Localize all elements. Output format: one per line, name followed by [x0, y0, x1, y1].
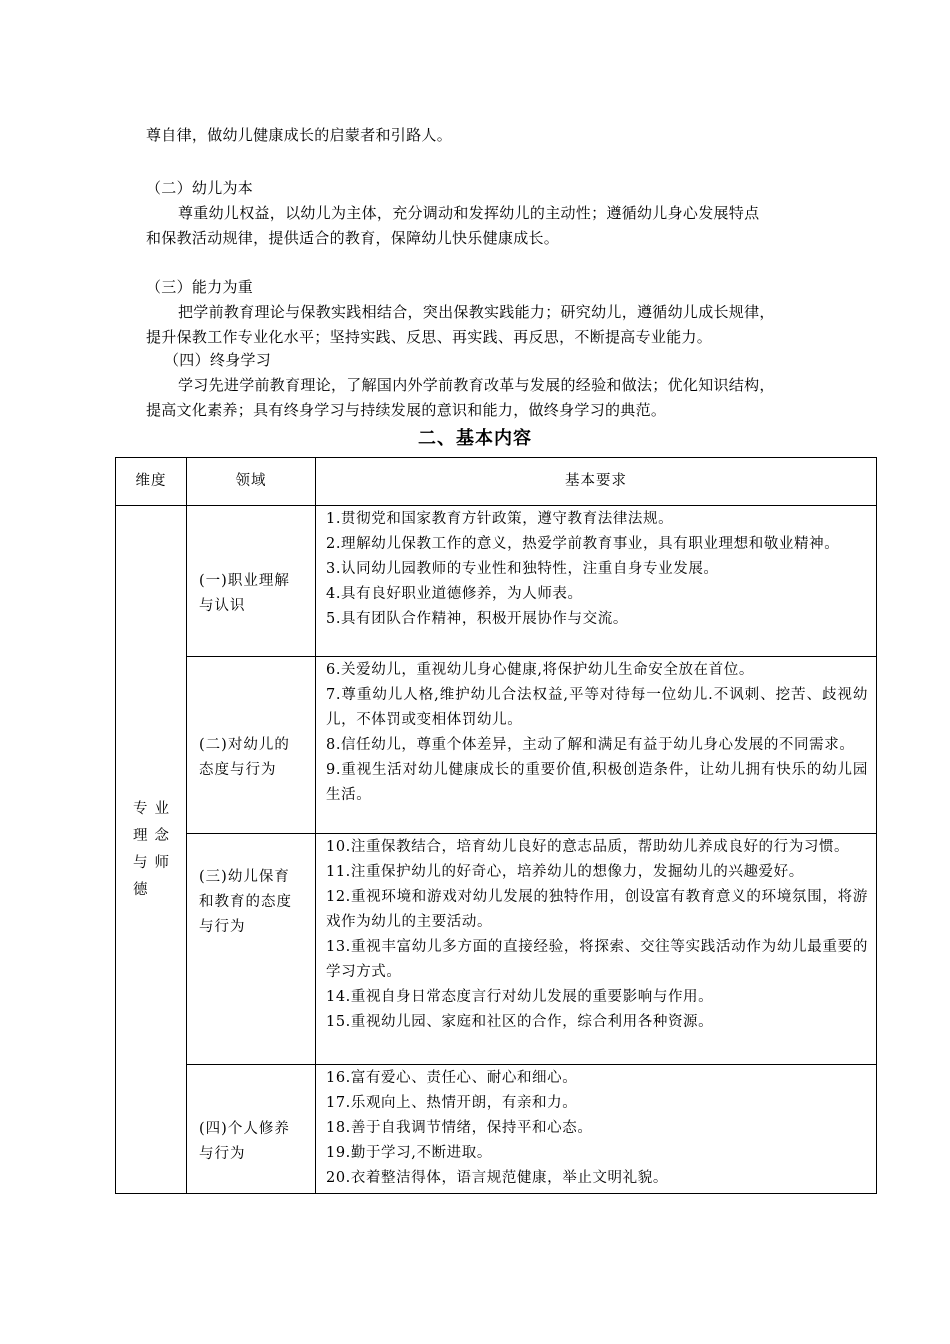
domain-label: (三)幼儿保育和教育的态度与行为	[199, 869, 292, 935]
requirement-item: 16.富有爱心、责任心、耐心和细心。	[326, 1070, 578, 1086]
requirement-item: 10.注重保教结合，培育幼儿良好的意志品质，帮助幼儿养成良好的行为习惯。	[326, 839, 850, 855]
domain-label: (二)对幼儿的态度与行为	[199, 736, 290, 778]
subheading-lifelong-learning: （四）终身学习	[164, 351, 272, 369]
dimension-cell	[116, 506, 187, 1194]
table-row	[116, 1065, 877, 1194]
requirement-item: 15.重视幼儿园、家庭和社区的合作，综合利用各种资源。	[326, 1014, 714, 1030]
requirement-item: 5.具有团队合作精神，积极开展协作与交流。	[326, 611, 628, 627]
domain-label: (一)职业理解与认识	[199, 572, 290, 614]
header-domain: 领域	[187, 458, 316, 506]
requirements-cell-1	[316, 506, 877, 657]
table-header-row	[116, 458, 877, 506]
requirement-item: 4.具有良好职业道德修养，为人师表。	[326, 586, 583, 602]
requirements-cell-4	[316, 1065, 877, 1194]
dimension-label: 专业理念与师德	[133, 800, 169, 898]
domain-cell-4	[187, 1065, 316, 1194]
paragraph-lifelong-learning-line-1: 学习先进学前教育理论，了解国内外学前教育改革与发展的经验和做法；优化知识结构，	[178, 376, 775, 394]
requirements-cell-2	[316, 657, 877, 834]
paragraph-lifelong-learning-line-2: 提高文化素养；具有终身学习与持续发展的意识和能力，做终身学习的典范。	[146, 401, 667, 419]
subheading-child-centered: （二）幼儿为本	[146, 179, 254, 197]
subheading-ability-first: （三）能力为重	[146, 278, 254, 296]
requirements-cell-3	[316, 834, 877, 1065]
domain-label: (四)个人修养与行为	[199, 1120, 290, 1162]
requirement-item: 11.注重保护幼儿的好奇心，培养幼儿的想像力，发掘幼儿的兴趣爱好。	[326, 864, 804, 880]
table-row	[116, 506, 877, 657]
requirement-item: 6.关爱幼儿，重视幼儿身心健康,将保护幼儿生命安全放在首位。	[326, 662, 754, 678]
paragraph-ability-first-line-1: 把学前教育理论与保教实践相结合，突出保教实践能力；研究幼儿，遵循幼儿成长规律，	[178, 303, 775, 321]
requirement-item: 13.重视丰富幼儿多方面的直接经验，将探索、交往等实践活动作为幼儿最重要的学习方式。	[326, 939, 868, 980]
requirement-item: 8.信任幼儿，尊重个体差异，主动了解和满足有益于幼儿身心发展的不同需求。	[326, 737, 855, 753]
requirement-item: 14.重视自身日常态度言行对幼儿发展的重要影响与作用。	[326, 989, 714, 1005]
domain-cell-1	[187, 506, 316, 657]
requirement-item: 3.认同幼儿园教师的专业性和独特性，注重自身专业发展。	[326, 561, 719, 577]
table-row	[116, 834, 877, 1065]
requirement-item: 20.衣着整洁得体，语言规范健康，举止文明礼貌。	[326, 1170, 668, 1186]
header-dimension: 维度	[116, 458, 187, 506]
section-title: 二、基本内容	[418, 428, 532, 449]
domain-cell-3	[187, 834, 316, 1065]
paragraph-ability-first-line-2: 提升保教工作专业化水平；坚持实践、反思、再实践、再反思，不断提高专业能力。	[146, 328, 713, 346]
paragraph-child-centered-line-2: 和保教活动规律，提供适合的教育，保障幼儿快乐健康成长。	[146, 229, 560, 247]
standards-table	[115, 457, 877, 1194]
requirement-item: 7.尊重幼儿人格,维护幼儿合法权益,平等对待每一位幼儿.不讽刺、挖苦、歧视幼儿，不体罚或变相体罚幼儿。	[326, 687, 868, 728]
header-requirements: 基本要求	[316, 458, 877, 506]
intro-continuation-line: 尊自律，做幼儿健康成长的启蒙者和引路人。	[146, 126, 453, 144]
requirement-item: 12.重视环境和游戏对幼儿发展的独特作用，创设富有教育意义的环境氛围，将游戏作为幼儿的主要活动。	[326, 889, 868, 930]
requirement-item: 17.乐观向上、热情开朗，有亲和力。	[326, 1095, 578, 1111]
domain-cell-2	[187, 657, 316, 834]
requirement-item: 19.勤于学习,不断进取。	[326, 1145, 492, 1161]
requirement-item: 9.重视生活对幼儿健康成长的重要价值,积极创造条件，让幼儿拥有快乐的幼儿园生活。	[326, 762, 868, 803]
requirement-item: 1.贯彻党和国家教育方针政策，遵守教育法律法规。	[326, 511, 674, 527]
requirement-item: 2.理解幼儿保教工作的意义，热爱学前教育事业，具有职业理想和敬业精神。	[326, 536, 840, 552]
table-row	[116, 657, 877, 834]
paragraph-child-centered-line-1: 尊重幼儿权益，以幼儿为主体，充分调动和发挥幼儿的主动性；遵循幼儿身心发展特点	[178, 204, 760, 222]
requirement-item: 18.善于自我调节情绪，保持平和心态。	[326, 1120, 593, 1136]
